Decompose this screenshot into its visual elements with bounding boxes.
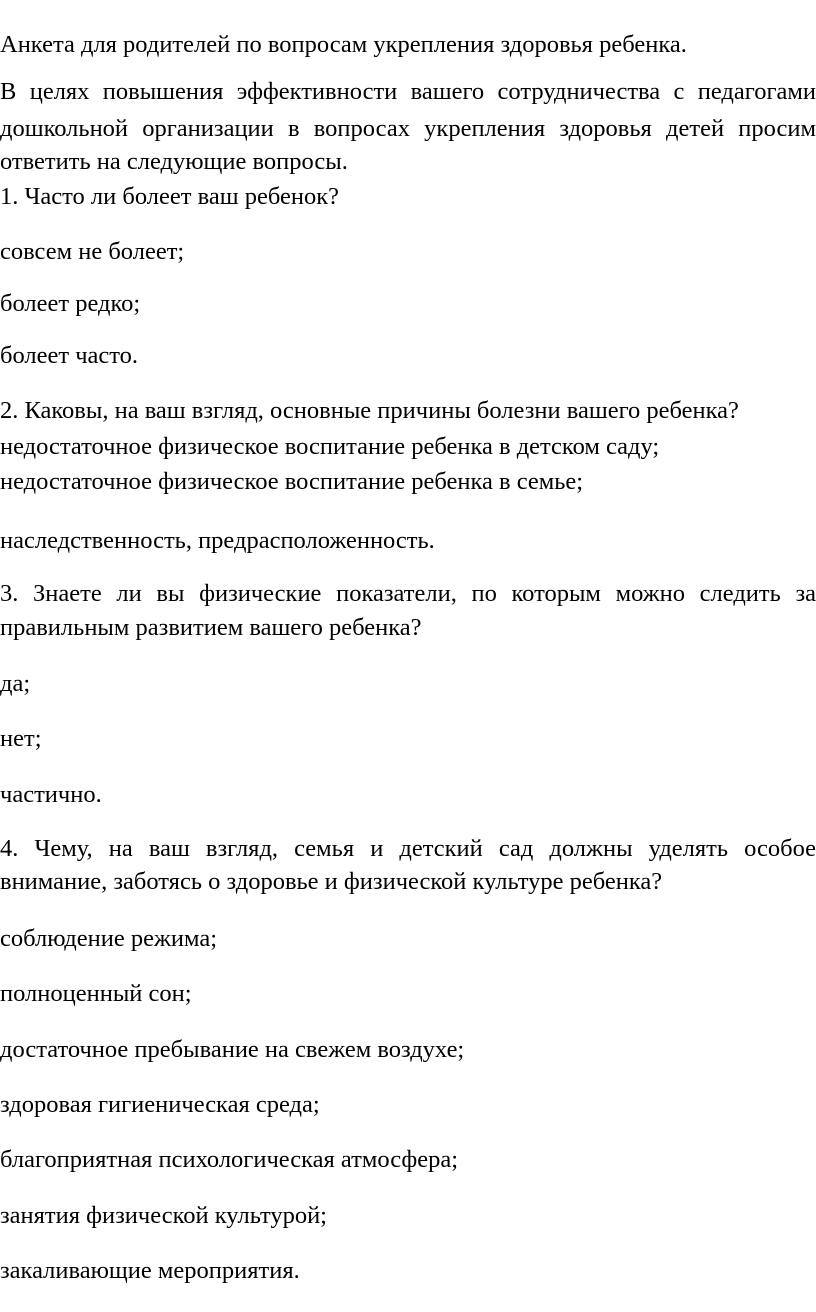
- document-title: Анкета для родителей по вопросам укрепления здоровья ребенка.: [0, 31, 687, 58]
- answer-option: закаливающие мероприятия.: [0, 1257, 300, 1284]
- answer-option: недостаточное физическое воспитание ребенка в семье;: [0, 468, 584, 495]
- answer-option: болеет редко;: [0, 290, 141, 317]
- intro-line: дошкольной организации в вопросах укрепления здоровья детей просим: [0, 115, 816, 142]
- answer-option: совсем не болеет;: [0, 238, 185, 265]
- answer-option: достаточное пребывание на свежем воздухе;: [0, 1036, 465, 1063]
- question-4-text: 4. Чему, на ваш взгляд, семья и детский сад должны уделять особое: [0, 835, 816, 862]
- question-1-text: 1. Часто ли болеет ваш ребенок?: [0, 183, 339, 210]
- answer-option: болеет часто.: [0, 342, 139, 369]
- question-2-text: 2. Каковы, на ваш взгляд, основные причины болезни вашего ребенка?: [0, 397, 739, 424]
- answer-option: да;: [0, 670, 31, 697]
- answer-option: здоровая гигиеническая среда;: [0, 1091, 320, 1118]
- question-3-text: правильным развитием вашего ребенка?: [0, 614, 422, 641]
- answer-option: наследственность, предрасположенность.: [0, 527, 435, 554]
- answer-option: соблюдение режима;: [0, 925, 218, 952]
- answer-option: недостаточное физическое воспитание ребенка в детском саду;: [0, 433, 660, 460]
- intro-line: В целях повышения эффективности вашего сотрудничества с педагогами: [0, 78, 816, 105]
- answer-option: полноценный сон;: [0, 980, 192, 1007]
- question-4-text: внимание, заботясь о здоровье и физической культуре ребенка?: [0, 868, 663, 895]
- intro-line: ответить на следующие вопросы.: [0, 148, 348, 175]
- question-3-text: 3. Знаете ли вы физические показатели, по которым можно следить за: [0, 580, 816, 607]
- answer-option: занятия физической культурой;: [0, 1202, 327, 1229]
- answer-option: нет;: [0, 725, 42, 752]
- answer-option: частично.: [0, 781, 102, 808]
- answer-option: благоприятная психологическая атмосфера;: [0, 1146, 459, 1173]
